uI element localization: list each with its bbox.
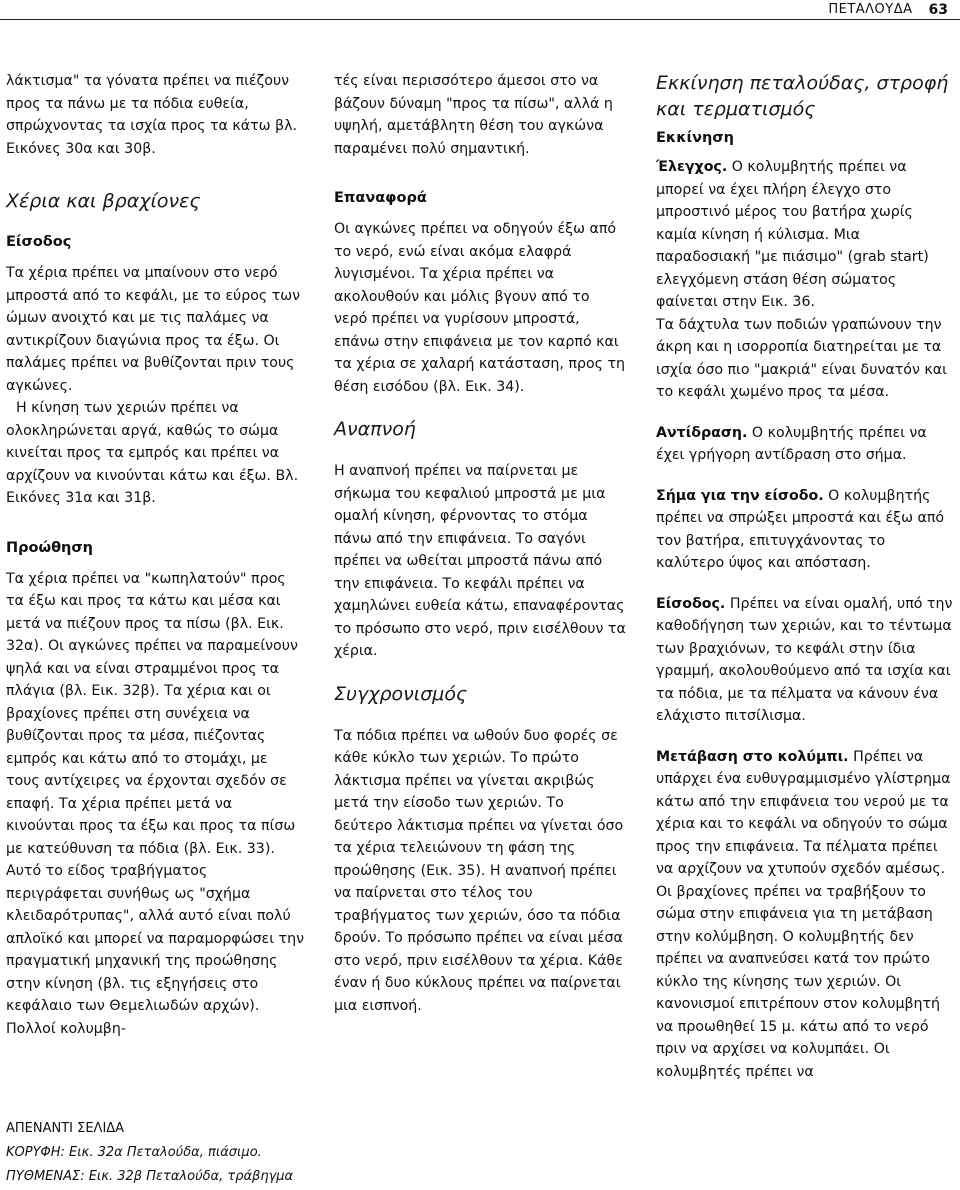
section-title: ΠΕΤΑΛΟΥΔΑ	[828, 2, 913, 17]
paragraph-entry-2: Η κίνηση των χεριών πρέπει να ολοκληρώνεται αργά, καθώς το σώμα κινείται προς τα εμπρός και πρέπει να αρχίζουν να κινούνται κάτω και έξω. Βλ. Εικόνες 31α και 31β.	[6, 400, 299, 506]
heading-start-turn-finish: Εκκίνηση πεταλούδας, στροφή και τερματισμός	[656, 72, 949, 120]
signal-text: Ο κολυμβητής πρέπει να σπρώξει μπροστά και έξω από τον βατήρα, επιτυγχάνοντας το καλύτερο ύψος και απόσταση.	[656, 487, 945, 571]
heading-synchronization: Συγχρονισμός	[334, 682, 468, 705]
paragraph-recovery: Οι αγκώνες πρέπει να οδηγούν έξω από το νερό, ενώ είναι ακόμα ελαφρά λυγισμένοι. Τα χέρια πρέπει να ακολουθούν και μόλις βγουν από το νερό πρέπει να γυρίσουν μπροστά, επάνω στην επιφάνεια με τον καρπό και τα χέρια σε χαλαρή κατάσταση, προς τη θέση εισόδου (βλ. Εικ. 34).	[334, 221, 626, 395]
page-number: 63	[928, 1, 948, 18]
column-right	[656, 70, 956, 1083]
reaction-text: Ο κολυμβητής πρέπει να έχει γρήγορη αντίδραση στο σήμα.	[656, 424, 927, 463]
run-in-control: Έλεγχος.	[656, 159, 728, 175]
caption-label: ΑΠΕΝΑΝΤΙ ΣΕΛΙΔΑ	[6, 1121, 125, 1136]
paragraph-control-2: Τα δάχτυλα των ποδιών γραπώνουν την άκρη και η ισορροπία διατηρείται με τα ισχία όσο πιο "μακριά" είναι δυνατόν και το κεφάλι χωμένο προς τα μέσα.	[656, 316, 947, 400]
paragraph-propulsion-continued: τές είναι περισσότερο άμεσοι στο να βάζουν δύναμη "προς τα πίσω", αλλά η υψηλή, αμετάβλητη θέση του αγκώνα παραμένει πολύ σημαντική.	[334, 73, 613, 157]
heading-arms: Χέρια και βραχίονες	[6, 190, 201, 212]
paragraph-propulsion: Τα χέρια πρέπει να "κωπηλατούν" προς τα έξω και προς τα κάτω και μέσα και μετά να πιέζουν προς τα πίσω (βλ. Εικ. 32α). Οι αγκώνες πρέπει να παραμείνουν ψηλά και να είναι στραμμένοι προς τα πλάγια (βλ. Εικ. 32β). Τα χέρια και οι βραχίονες πρέπει στη συνέχεια να βυθίζονται προς τα μέσα, πιέζοντας εμπρός και κάτω από το στομάχι, με τους αντίχειρες να έρχονται σχεδόν σε επαφή. Τα χέρια πρέπει μετά να κινούνται προς τα έξω και προς τα πίσω με κατεύθυνση τα πόδια (βλ. Εικ. 33). Αυτό το είδος τραβήγματος περιγράφεται συνήθως ως "σχήμα κλειδαρότρυπας", αλλά αυτό είναι πολύ απλοϊκό και μπορεί να παραμορφώσει την πραγματική μηχανική της προώθησης στην κίνηση (βλ. τις εξηγήσεις στο κεφάλαιο των Θεμελιωδών αρχών). Πολλοί κολυμβη-	[6, 570, 304, 1037]
run-in-transition: Μετάβαση στο κολύμπι.	[656, 748, 849, 765]
paragraph-control	[656, 156, 956, 314]
caption-bottom: ΠΥΘΜΕΝΑΣ: Εικ. 32β Πεταλούδα, τράβηγμα	[6, 1169, 294, 1184]
run-in-entry: Είσοδος.	[656, 595, 726, 612]
figure-captions	[6, 1117, 293, 1189]
heading-start: Εκκίνηση	[656, 130, 734, 146]
run-in-reaction: Αντίδραση.	[656, 424, 748, 441]
header-rule	[0, 19, 960, 20]
heading-breathing: Αναπνοή	[334, 418, 416, 440]
transition-text: Πρέπει να υπάρχει ένα ευθυγραμμισμένο γλίστρημα κάτω από την επιφάνεια του νερού με τα χέρια και το κεφάλι να οδηγούν το σώμα προς την επιφάνεια. Τα πέλματα πρέπει να αρχίζουν να χτυπούν σχεδόν αμέσως. Οι βραχίονες πρέπει να τραβήξουν το σώμα στην επιφάνεια για τη μετάβαση στην κολύμβηση. Ο κολυμβητής δεν πρέπει να αναπνεύσει κατά τον πρώτο κύκλο της κίνησης των χεριών. Οι κανονισμοί επιτρέπουν στον κολυμβητή να προωθηθεί 15 μ. κάτω από το νερό πριν να αρχίσει να κολυμπάει. Οι κολυμβητές πρέπει να	[656, 748, 951, 1080]
paragraph-signal	[656, 485, 956, 575]
paragraph-kick-continuation: λάκτισμα" τα γόνατα πρέπει να πιέζουν προς τα πάνω με τα πόδια ευθεία, σπρώχνοντας τα ισχία προς τα κάτω βλ. Εικόνες 30α και 30β.	[6, 73, 298, 157]
paragraph-reaction	[656, 422, 956, 467]
paragraph-synchronization: Τα πόδια πρέπει να ωθούν δυο φορές σε κάθε κύκλο των χεριών. Το πρώτο λάκτισμα πρέπει να γίνεται ακριβώς μετά την είσοδο των χεριών. Το δεύτερο λάκτισμα πρέπει να γίνεται όσο τα χέρια τελειώνουν τη φάση της προώθησης (Εικ. 35). Η αναπνοή πρέπει να παίρνεται στο τέλος του τραβήγματος των χεριών, όσο τα πόδια δρούν. Το πρόσωπο πρέπει να είναι μέσα στο νερό, πριν εισέλθουν τα χέρια. Κάθε έναν ή δυο κύκλους πρέπει να παίρνεται μια εισπνοή.	[334, 727, 624, 1014]
paragraph-entry: Τα χέρια πρέπει να μπαίνουν στο νερό μπροστά από το κεφάλι, με το εύρος των ώμων ανοιχτό και με τις παλάμες να αντικρίζουν διαγώνια προς τα έξω. Οι παλάμες πρέπει να βυθίζονται πριν τους αγκώνες.	[6, 265, 301, 394]
column-middle	[334, 70, 626, 1017]
paragraph-transition	[656, 746, 956, 1084]
caption-top: ΚΟΡΥΦΗ: Εικ. 32α Πεταλούδα, πιάσιμο.	[6, 1145, 262, 1160]
heading-entry: Είσοδος	[6, 234, 72, 250]
paragraph-breathing: Η αναπνοή πρέπει να παίρνεται με σήκωμα του κεφαλιού μπροστά με μια ομαλή κίνηση, φέρνοντας το στόμα πάνω από την επιφάνεια. Το σαγόνι πρέπει να ωθείται μπροστά πάνω από την επιφάνεια. Το κεφάλι πρέπει να χαμηλώνει ευθεία κάτω, επαναφέροντας το πρόσωπο στο νερό, πριν εισέλθουν τα χέρια.	[334, 463, 626, 659]
entry-text: Πρέπει να είναι ομαλή, υπό την καθοδήγηση των χεριών, και το τέντωμα των βραχιόνων, το κεφάλι στην ίδια γραμμή, ακολουθούμενο από τα ισχία και τα πόδια, με τα πέλματα να κάνουν ένα ελάχιστο πιτσίλισμα.	[656, 595, 953, 724]
column-left	[6, 70, 304, 1040]
paragraph-entry-dive	[656, 593, 956, 728]
heading-propulsion: Προώθηση	[6, 539, 93, 556]
control-text: Ο κολυμβητής πρέπει να μπορεί να έχει πλήρη έλεγχο στο μπροστινό μέρος του βατήρα χωρίς καμία κίνηση ή κύλισμα. Μια παραδοσιακή "με πιάσιμο" (grab start) ελεγχόμενη στάση θέση σώματος φαίνεται στην Εικ. 36.	[656, 159, 929, 310]
running-header	[828, 0, 948, 19]
run-in-signal: Σήμα για την είσοδο.	[656, 487, 824, 504]
heading-recovery: Επαναφορά	[334, 190, 427, 206]
